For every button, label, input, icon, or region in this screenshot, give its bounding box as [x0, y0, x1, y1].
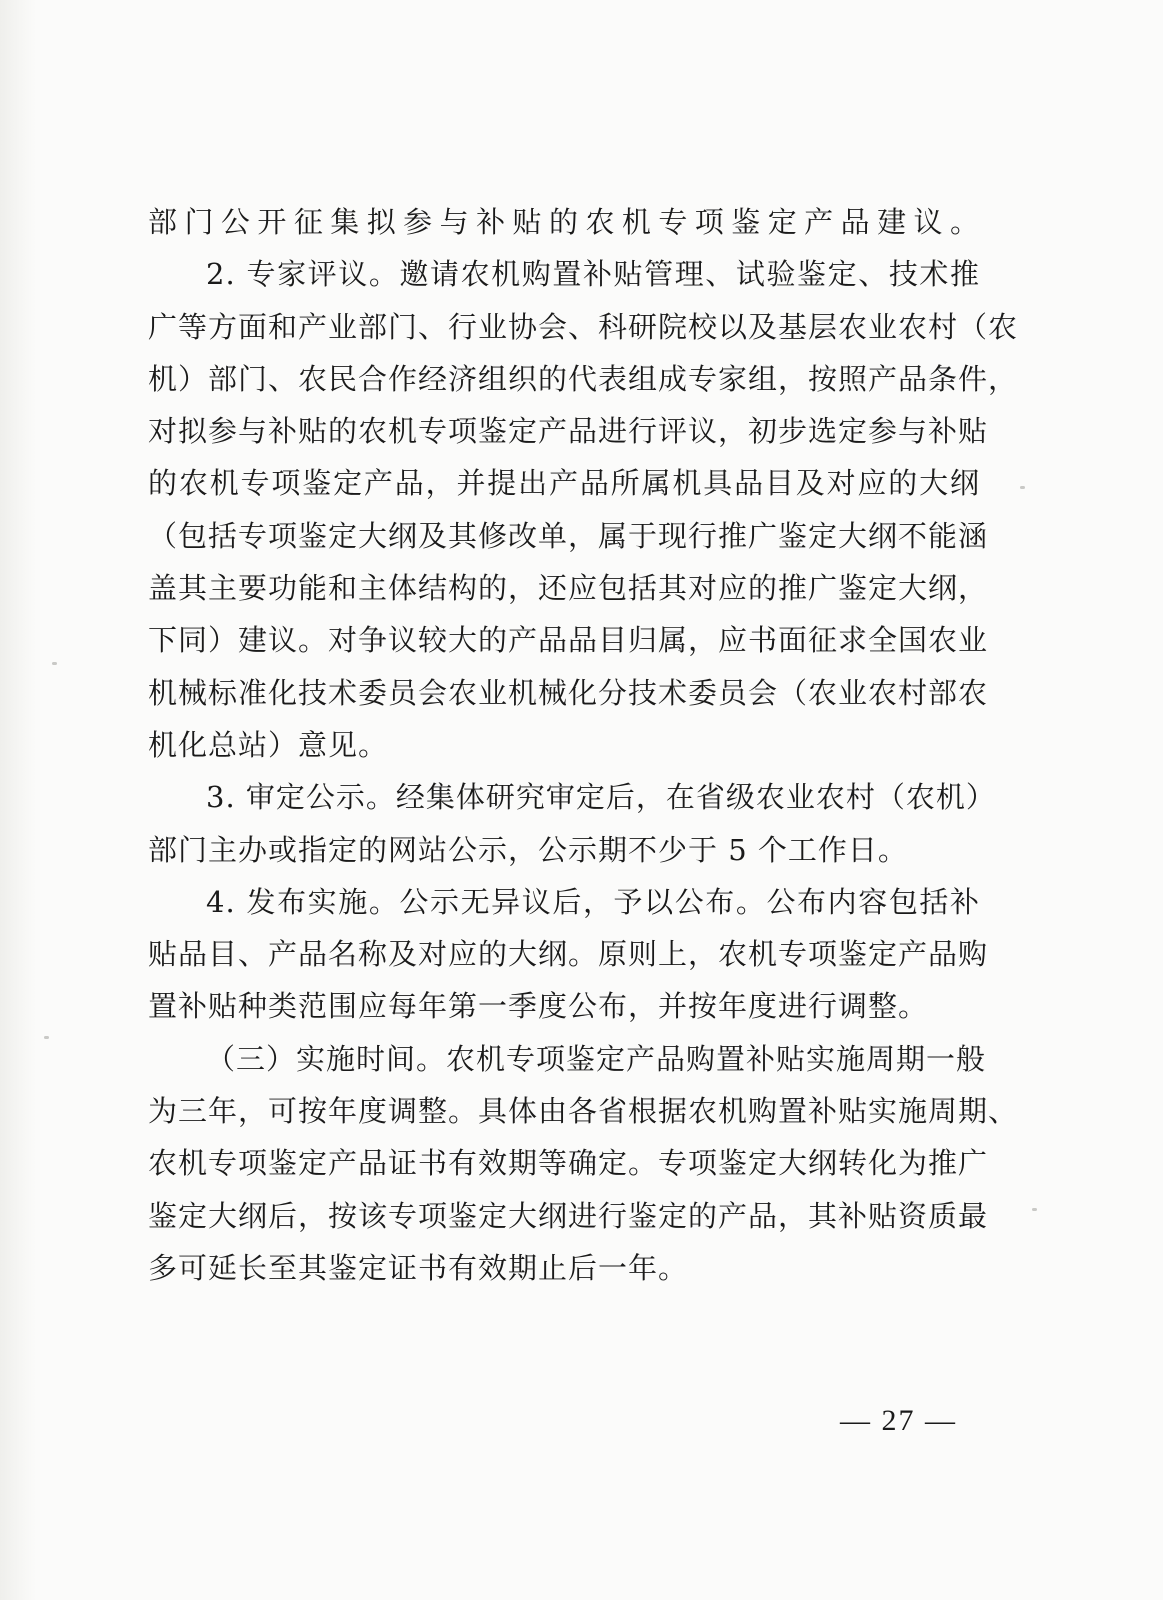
- text-line: 机化总站）意见。: [148, 727, 389, 762]
- page-number: — 27 —: [840, 1404, 957, 1437]
- scan-speck: [1020, 486, 1025, 489]
- text-line: （三）实施时间。农机专项鉴定产品购置补贴实施周期一般: [206, 1041, 987, 1076]
- scan-speck: [52, 662, 57, 665]
- text-line: 部门主办或指定的网站公示，公示期不少于 5 个工作日。: [148, 832, 908, 867]
- text-line: 4. 发布实施。公示无异议后，予以公布。公布内容包括补: [206, 884, 980, 919]
- scan-speck: [44, 1036, 49, 1039]
- body-text: [148, 196, 1019, 1294]
- text-line: 部门公开征集拟参与补贴的农机专项鉴定产品建议。: [148, 205, 980, 239]
- scan-shadow: [0, 0, 36, 1600]
- text-line: 2. 专家评议。邀请农机购置补贴管理、试验鉴定、技术推: [206, 257, 980, 292]
- text-line: 多可延长至其鉴定证书有效期止后一年。: [148, 1250, 689, 1285]
- text-line: 贴品目、产品名称及对应的大纲。原则上，农机专项鉴定产品购: [148, 937, 989, 972]
- text-line: 对拟参与补贴的农机专项鉴定产品进行评议，初步选定参与补贴: [148, 414, 989, 449]
- text-line: 机械标准化技术委员会农业机械化分技术委员会（农业农村部农: [148, 675, 989, 710]
- text-line: 广等方面和产业部门、行业协会、科研院校以及基层农业农村（农: [148, 309, 1019, 344]
- text-line: 置补贴种类范围应每年第一季度公布，并按年度进行调整。: [148, 989, 929, 1024]
- text-line: 农机专项鉴定产品证书有效期等确定。专项鉴定大纲转化为推广: [148, 1146, 989, 1181]
- text-line: 为三年，可按年度调整。具体由各省根据农机购置补贴实施周期、: [148, 1094, 1019, 1129]
- text-line: 3. 审定公示。经集体研究审定后，在省级农业农村（农机）: [206, 780, 996, 815]
- scan-speck: [1032, 1208, 1037, 1211]
- text-line: 鉴定大纲后，按该专项鉴定大纲进行鉴定的产品，其补贴资质最: [148, 1198, 989, 1233]
- text-line: 盖其主要功能和主体结构的，还应包括其对应的推广鉴定大纲，: [148, 571, 989, 606]
- text-line: 的农机专项鉴定产品，并提出产品所属机具品目及对应的大纲: [148, 466, 980, 501]
- text-line: （包括专项鉴定大纲及其修改单，属于现行推广鉴定大纲不能涵: [148, 518, 989, 553]
- text-line: 机）部门、农民合作经济组织的代表组成专家组，按照产品条件，: [148, 361, 1019, 396]
- text-line: 下同）建议。对争议较大的产品品目归属，应书面征求全国农业: [148, 623, 989, 658]
